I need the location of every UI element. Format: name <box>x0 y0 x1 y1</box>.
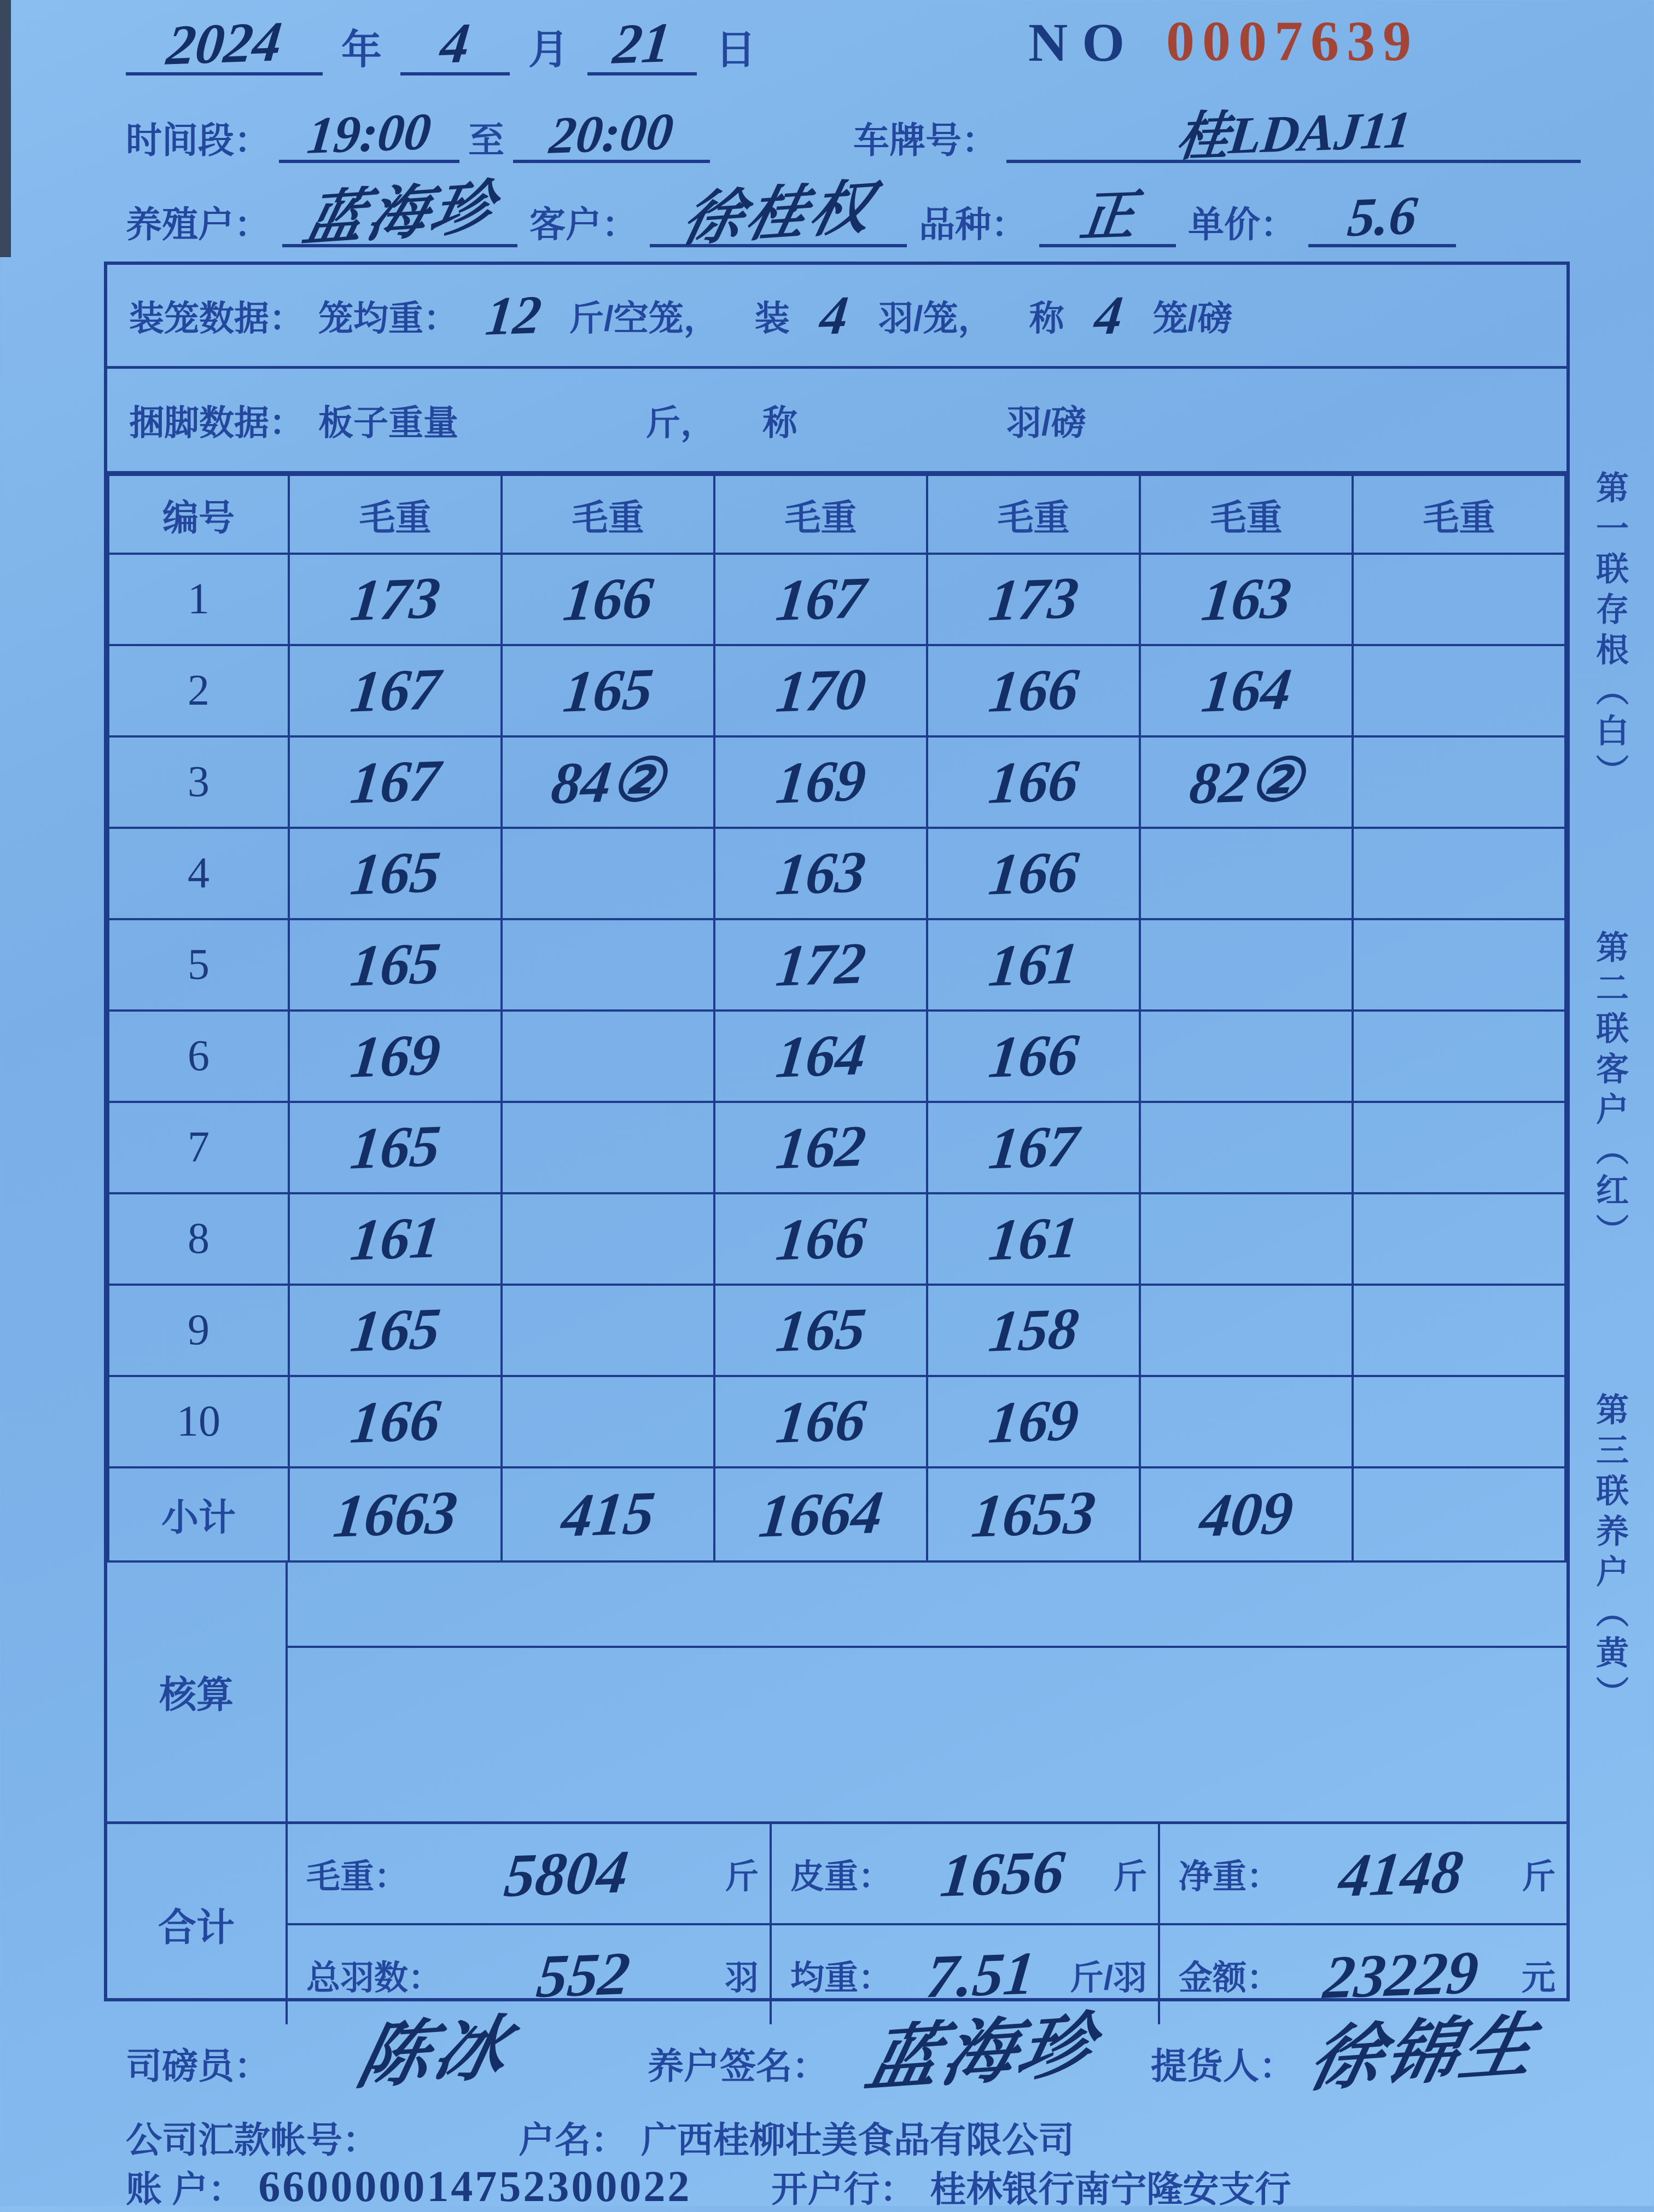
weight-cell <box>1353 1102 1565 1193</box>
subtotal-cell <box>289 1467 502 1561</box>
tare-unit: 斤 <box>1113 1858 1147 1896</box>
time-from-value: 19:00 <box>304 102 434 165</box>
weight-cell <box>714 1193 927 1285</box>
table-row <box>108 828 1565 919</box>
plate-field <box>1006 100 1581 167</box>
row-number: 8 <box>108 1193 289 1285</box>
weight-cell <box>927 1193 1140 1285</box>
weight-cell <box>1353 645 1565 736</box>
weight-cell <box>927 554 1140 645</box>
net-unit: 斤 <box>1521 1858 1556 1896</box>
plate-line <box>853 100 1581 167</box>
weight-cell <box>927 1376 1140 1467</box>
farmer-label: 养殖户： <box>126 204 270 245</box>
date-day-field <box>587 11 697 76</box>
row-number: 2 <box>108 645 289 736</box>
account-label: 账 户： <box>126 2169 244 2209</box>
plate-label: 车牌号： <box>853 120 998 160</box>
serial-prefix: NO <box>1028 12 1139 73</box>
weight-value: 161 <box>985 930 1082 999</box>
date-line <box>126 10 756 77</box>
totals-row-weights <box>288 1824 1566 1925</box>
cage-data-row <box>107 265 1566 369</box>
subtotal-value: 409 <box>1196 1479 1296 1550</box>
breed-field <box>1039 185 1176 248</box>
stub-copy-1: 第一联存根（白） <box>1592 471 1628 794</box>
table-header-row <box>108 475 1565 554</box>
weight-value: 166 <box>985 839 1082 908</box>
weight-cell <box>714 828 927 919</box>
farmer-value: 蓝海珍 <box>298 175 502 253</box>
time-to-field <box>513 102 710 165</box>
weight-cell <box>289 1102 502 1193</box>
row-number: 1 <box>108 554 289 645</box>
birds-label: 总羽数： <box>306 1959 442 1997</box>
party-line <box>126 175 1456 253</box>
weight-value: 165 <box>560 656 656 725</box>
remit-line <box>126 2111 1074 2163</box>
price-value: 5.6 <box>1344 184 1420 248</box>
check-subrow-bottom <box>288 1648 1566 1821</box>
weight-cell <box>1353 736 1565 828</box>
weights-table <box>107 474 1566 1563</box>
weight-cell <box>289 1376 502 1467</box>
weight-cell <box>289 1193 502 1285</box>
weight-cell <box>714 919 927 1011</box>
weight-cell <box>714 1285 927 1376</box>
account-number: 660000014752300022 <box>258 2163 692 2211</box>
check-label: 核算 <box>107 1563 288 1821</box>
date-day-value: 21 <box>610 11 674 76</box>
gross-unit: 斤 <box>724 1858 759 1896</box>
subtotal-cell <box>927 1467 1140 1561</box>
cage-weigh-label: 称 <box>1029 298 1064 338</box>
bank-branch-value: 桂林银行南宁隆安支行 <box>930 2169 1291 2209</box>
cage-section-label: 装笼数据： <box>129 298 304 338</box>
weight-cell <box>502 554 714 645</box>
weight-value: 173 <box>985 565 1082 634</box>
weight-value: 167 <box>985 1113 1082 1182</box>
subtotal-cell <box>502 1467 714 1561</box>
weight-cell <box>714 645 927 736</box>
table-row <box>108 1102 1565 1193</box>
weight-value: 166 <box>985 1021 1082 1090</box>
date-month-value: 4 <box>437 11 473 76</box>
customer-value: 徐桂权 <box>676 175 881 253</box>
weight-value: 84② <box>548 747 668 817</box>
table-row <box>108 1376 1565 1467</box>
gross-value: 5804 <box>501 1837 632 1910</box>
weight-value: 166 <box>560 565 656 634</box>
price-field <box>1308 184 1456 248</box>
subtotal-value: 1663 <box>330 1478 461 1551</box>
totals-body <box>288 1824 1566 2024</box>
bank-branch-label: 开户行： <box>771 2169 916 2209</box>
remit-label: 公司汇款帐号： <box>126 2120 378 2160</box>
price-label: 单价： <box>1188 204 1296 245</box>
subtotal-cell <box>714 1467 927 1561</box>
weight-cell <box>714 736 927 828</box>
weight-cell <box>1140 645 1353 736</box>
weight-cell <box>502 1193 714 1285</box>
weight-cell <box>289 554 502 645</box>
stub-copy-3: 第三联养户（黄） <box>1592 1392 1628 1716</box>
table-row <box>108 1193 1565 1285</box>
weight-cell <box>502 1102 714 1193</box>
weight-cell <box>1140 1102 1353 1193</box>
tare-total-cell <box>772 1824 1160 1923</box>
gross-label: 毛重： <box>306 1858 409 1896</box>
net-label: 净重： <box>1179 1858 1281 1896</box>
picker-label: 提货人： <box>1151 2046 1295 2086</box>
time-to-value: 20:00 <box>546 102 677 165</box>
weigher-label: 司磅员： <box>126 2046 270 2086</box>
account-line <box>126 2160 1291 2212</box>
weight-cell <box>1140 919 1353 1011</box>
subtotal-value: 1653 <box>968 1478 1099 1551</box>
avg-weight-unit: 斤/羽 <box>1069 1959 1147 1997</box>
date-month-field <box>400 11 510 76</box>
weight-value: 165 <box>347 1296 444 1365</box>
weight-value: 169 <box>772 747 869 816</box>
weight-value: 170 <box>772 656 869 725</box>
table-row <box>108 1011 1565 1102</box>
col-header-weight: 毛重 <box>289 475 502 554</box>
main-form-box <box>104 262 1570 2012</box>
breed-value: 正 <box>1076 185 1139 248</box>
cage-avg-label: 笼均重： <box>318 298 458 338</box>
weight-value: 169 <box>347 1021 444 1090</box>
date-year-field <box>126 10 323 77</box>
weight-cell <box>502 1011 714 1102</box>
time-separator: 至 <box>468 120 504 160</box>
farmer-signature: 蓝海珍 <box>859 2006 1104 2101</box>
weight-cell <box>1140 554 1353 645</box>
customer-field <box>650 175 907 253</box>
weight-value: 165 <box>347 839 444 908</box>
table-row <box>108 645 1565 736</box>
amount-label: 金额： <box>1179 1959 1281 1997</box>
weight-value: 172 <box>772 930 869 999</box>
weight-cell <box>1140 1376 1353 1467</box>
plate-value: 桂LDAJ11 <box>1173 100 1414 167</box>
col-header-weight: 毛重 <box>1353 475 1565 554</box>
weight-cell <box>714 554 927 645</box>
weight-cell <box>927 1011 1140 1102</box>
weight-cell <box>927 645 1140 736</box>
table-row <box>108 736 1565 828</box>
net-total-cell <box>1160 1824 1566 1923</box>
row-number: 9 <box>108 1285 289 1376</box>
picker-signature: 徐锦生 <box>1301 2006 1546 2101</box>
weight-value: 167 <box>347 747 444 816</box>
weight-cell <box>1353 1285 1565 1376</box>
weight-cell <box>1140 736 1353 828</box>
weight-cell <box>1353 919 1565 1011</box>
weight-cell <box>289 1011 502 1102</box>
time-from-field <box>279 102 459 165</box>
birds-unit: 羽 <box>724 1959 759 1997</box>
subtotal-row <box>108 1467 1565 1561</box>
check-subrow-top <box>288 1563 1566 1648</box>
weight-value: 166 <box>772 1387 869 1456</box>
weight-value: 166 <box>347 1387 444 1456</box>
date-month-unit: 月 <box>528 27 569 72</box>
subtotal-value: 415 <box>558 1479 658 1550</box>
weight-cell <box>1353 828 1565 919</box>
birds-value: 552 <box>533 1939 633 2011</box>
subtotal-cell <box>1353 1467 1565 1561</box>
subtotal-label: 小计 <box>108 1467 289 1561</box>
weight-cell <box>289 919 502 1011</box>
weight-cell <box>927 828 1140 919</box>
weight-value: 163 <box>772 839 869 908</box>
farmer-field <box>282 175 517 253</box>
stub-copy-2: 第二联客户（红） <box>1592 930 1628 1254</box>
amount-unit: 元 <box>1521 1959 1556 1997</box>
avg-weight-value: 7.51 <box>923 1939 1039 2011</box>
weight-value: 173 <box>347 565 444 634</box>
weight-value: 165 <box>347 930 444 999</box>
weigher-signature: 陈冰 <box>350 2008 519 2098</box>
weight-value: 164 <box>772 1021 869 1090</box>
row-number: 4 <box>108 828 289 919</box>
weight-cell <box>289 645 502 736</box>
check-section <box>107 1563 1566 1824</box>
weight-value: 165 <box>347 1113 444 1182</box>
col-header-number: 编号 <box>108 475 289 554</box>
col-header-weight: 毛重 <box>927 475 1140 554</box>
weight-value: 166 <box>772 1204 869 1273</box>
breed-label: 品种： <box>919 204 1027 245</box>
tie-board-unit: 斤， <box>645 403 715 443</box>
weight-cell <box>502 828 714 919</box>
weight-cell <box>1140 1285 1353 1376</box>
weight-cell <box>1353 1193 1565 1285</box>
weight-cell <box>927 919 1140 1011</box>
birds-total-cell <box>288 1925 772 2024</box>
row-number: 7 <box>108 1102 289 1193</box>
time-label: 时间段： <box>126 120 270 160</box>
table-row <box>108 1285 1565 1376</box>
weight-cell <box>1353 1376 1565 1467</box>
weight-value: 163 <box>1198 565 1295 634</box>
weight-cell <box>1353 1011 1565 1102</box>
weight-cell <box>927 736 1140 828</box>
cage-weigh-unit: 笼/磅 <box>1152 298 1233 338</box>
tie-data-row <box>107 369 1566 474</box>
tie-board-label: 板子重量 <box>318 403 458 443</box>
weight-cell <box>927 1285 1140 1376</box>
weight-value: 158 <box>985 1296 1082 1365</box>
weight-value: 164 <box>1198 656 1295 725</box>
net-value: 4148 <box>1336 1837 1466 1910</box>
row-number: 10 <box>108 1376 289 1467</box>
tie-section-label: 捆脚数据： <box>129 403 304 443</box>
weight-cell <box>1140 828 1353 919</box>
subtotal-value: 1664 <box>755 1478 886 1551</box>
photo-edge-shadow <box>0 0 11 257</box>
totals-label: 合计 <box>107 1824 288 2024</box>
check-body <box>288 1563 1566 1821</box>
col-header-weight: 毛重 <box>714 475 927 554</box>
tare-value: 1656 <box>937 1837 1068 1910</box>
cage-weigh-value: 4 <box>1091 284 1126 346</box>
weight-cell <box>1140 1011 1353 1102</box>
subtotal-cell <box>1140 1467 1353 1561</box>
weight-value: 162 <box>772 1113 869 1182</box>
date-day-unit: 日 <box>715 27 756 72</box>
weight-cell <box>502 736 714 828</box>
row-number: 6 <box>108 1011 289 1102</box>
totals-row-counts <box>288 1925 1566 2024</box>
totals-section <box>107 1824 1566 2024</box>
serial-number: 0007639 <box>1166 10 1419 73</box>
date-year-unit: 年 <box>341 27 382 72</box>
customer-label: 客户： <box>529 204 638 245</box>
cage-avg-unit: 斤/空笼， <box>569 298 719 338</box>
serial-block <box>1028 9 1419 74</box>
row-number: 5 <box>108 919 289 1011</box>
weight-cell <box>289 1285 502 1376</box>
col-header-weight: 毛重 <box>1140 475 1353 554</box>
tie-weigh-unit: 羽/磅 <box>1006 403 1086 443</box>
weight-value: 169 <box>985 1387 1082 1456</box>
weight-cell <box>714 1376 927 1467</box>
tie-weigh-label: 称 <box>762 403 797 443</box>
weight-cell <box>1353 554 1565 645</box>
weight-value: 167 <box>347 656 444 725</box>
avg-weight-label: 均重： <box>790 1959 893 1997</box>
weight-cell <box>502 645 714 736</box>
cage-load-label: 装 <box>754 298 790 338</box>
farmer-sign-label: 养户签名： <box>648 2046 828 2086</box>
weight-cell <box>502 919 714 1011</box>
weight-cell <box>502 1285 714 1376</box>
weight-cell <box>289 828 502 919</box>
tare-label: 皮重： <box>790 1858 893 1896</box>
date-year-value: 2024 <box>164 10 285 77</box>
weight-cell <box>502 1376 714 1467</box>
weight-value: 82② <box>1186 747 1306 817</box>
amount-value: 23229 <box>1320 1938 1482 2012</box>
col-header-weight: 毛重 <box>502 475 714 554</box>
weight-value: 167 <box>772 565 869 634</box>
gross-total-cell <box>288 1824 772 1923</box>
row-number: 3 <box>108 736 289 828</box>
weight-cell <box>714 1011 927 1102</box>
table-row <box>108 554 1565 645</box>
holder-label: 户名： <box>519 2120 627 2160</box>
weight-cell <box>714 1102 927 1193</box>
weight-value: 161 <box>347 1204 444 1273</box>
cage-load-value: 4 <box>817 284 851 346</box>
weight-value: 166 <box>985 656 1082 725</box>
weight-cell <box>289 736 502 828</box>
cage-avg-value: 12 <box>482 283 545 347</box>
weight-cell <box>927 1102 1140 1193</box>
weight-value: 161 <box>985 1204 1082 1273</box>
cage-load-unit: 羽/笼， <box>878 298 993 338</box>
weight-value: 166 <box>985 747 1082 816</box>
table-row <box>108 919 1565 1011</box>
weight-value: 165 <box>772 1296 869 1365</box>
time-line <box>126 102 710 165</box>
signature-line <box>126 2006 1646 2101</box>
holder-value: 广西桂柳壮美食品有限公司 <box>641 2120 1074 2160</box>
weight-cell <box>1140 1193 1353 1285</box>
